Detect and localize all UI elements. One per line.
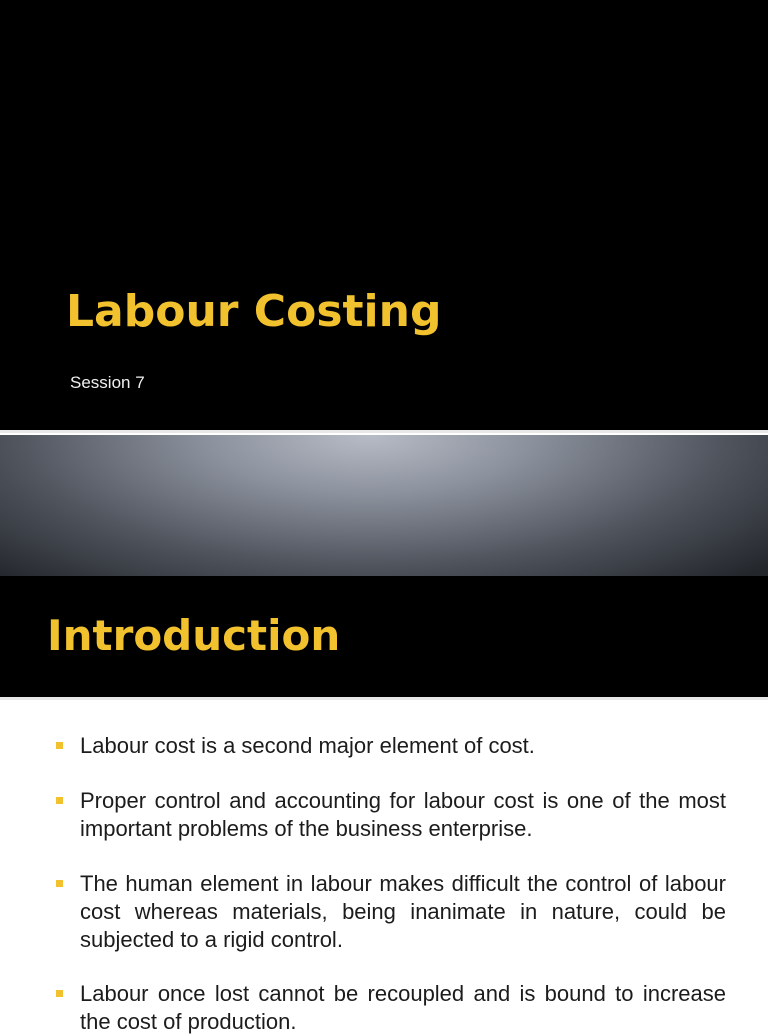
- slide-subtitle: Session 7: [70, 373, 145, 392]
- bullet-square-icon: [56, 742, 63, 749]
- list-item-text: Labour once lost cannot be recoupled and is bound to increase the cost of production.: [80, 981, 726, 1034]
- slide-title: Labour Costing: [66, 286, 442, 337]
- slide-divider: [0, 430, 768, 433]
- header-gradient-band: [0, 435, 768, 576]
- bullet-square-icon: [56, 990, 63, 997]
- list-item-text: Labour cost is a second major element of cost.: [80, 733, 535, 758]
- list-item-text: The human element in labour makes difficult the control of labour cost whereas materials, being inanimate in nature, could be subjected to a rigid control.: [80, 871, 726, 952]
- list-item: [56, 870, 726, 954]
- intro-title: Introduction: [47, 611, 341, 660]
- list-item: [56, 732, 726, 760]
- list-item: [56, 980, 726, 1036]
- intro-slide: [0, 435, 768, 697]
- list-item-text: Proper control and accounting for labour cost is one of the most important problems of the business enterprise.: [80, 788, 726, 841]
- bullet-square-icon: [56, 797, 63, 804]
- bullet-square-icon: [56, 880, 63, 887]
- list-item: [56, 787, 726, 843]
- bullet-list: [0, 700, 768, 1034]
- title-slide: [0, 0, 768, 430]
